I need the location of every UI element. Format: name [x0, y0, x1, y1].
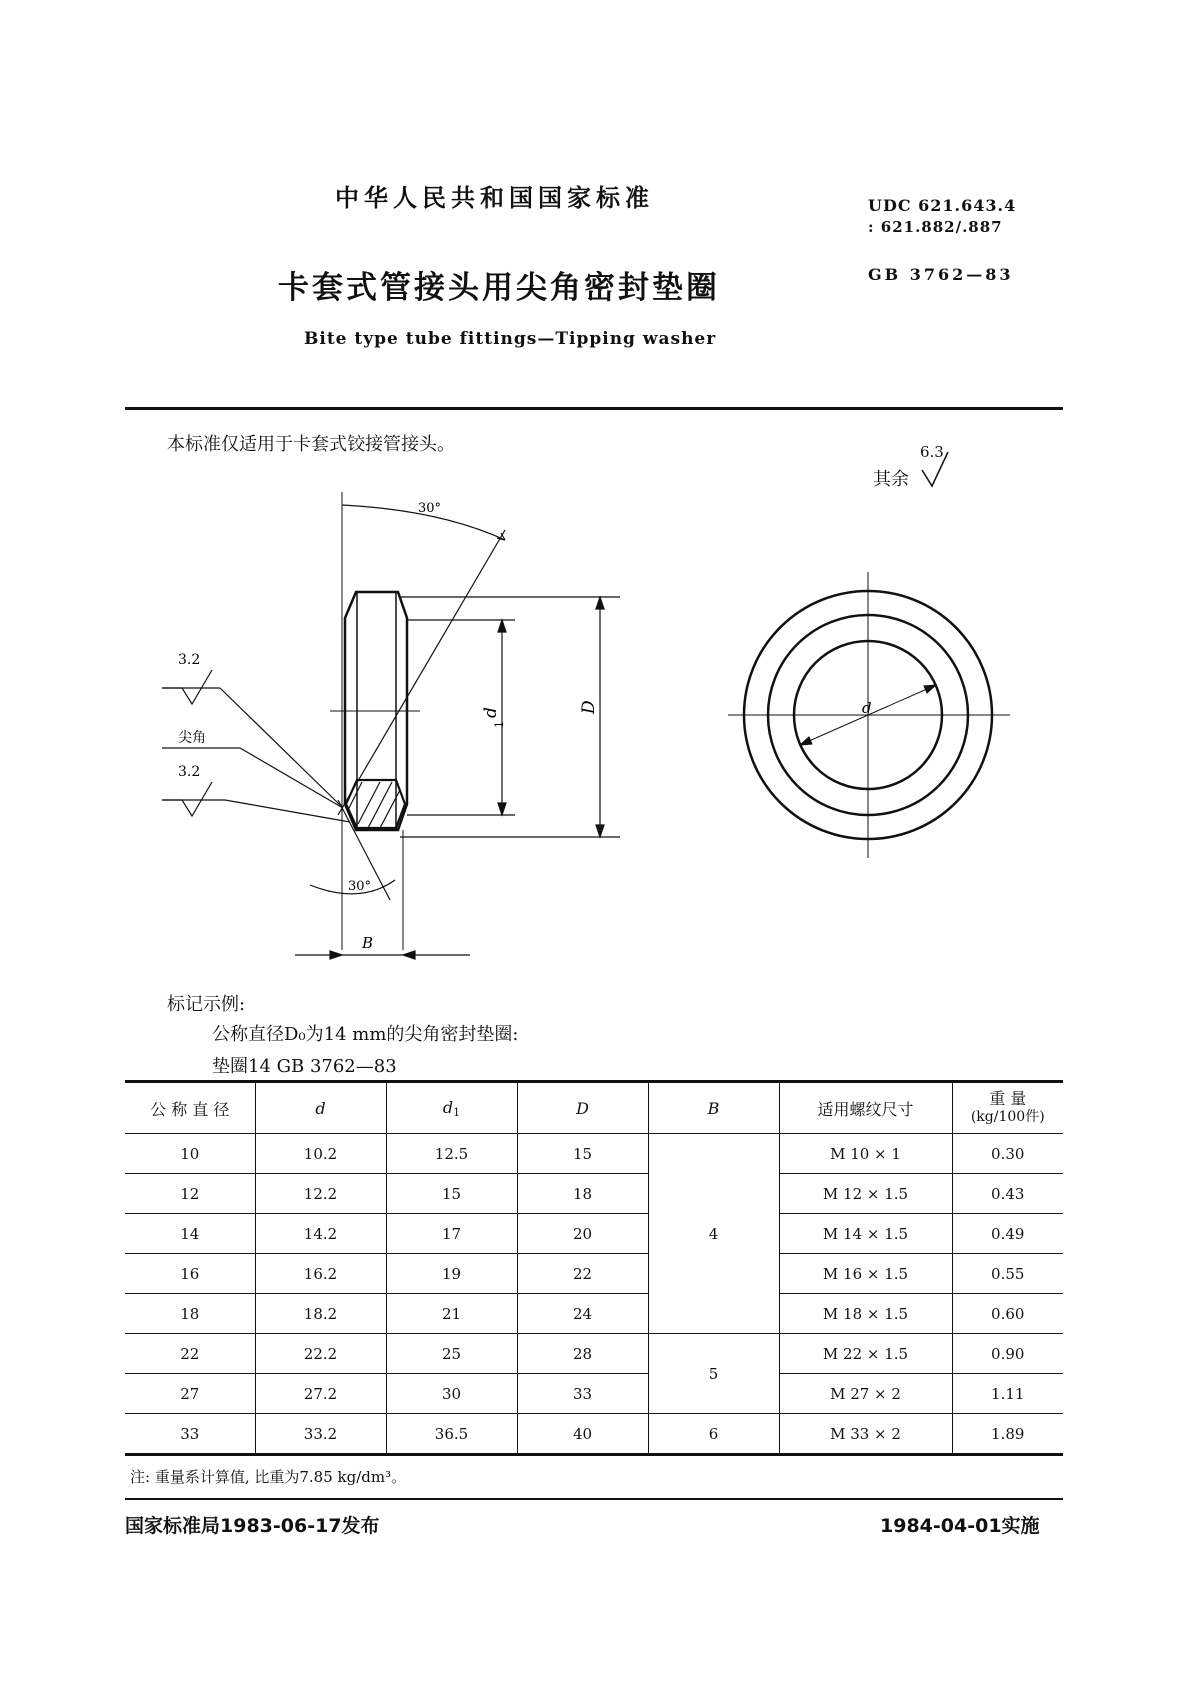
cell-nominal: 14 [125, 1214, 255, 1254]
cell-d1: 17 [386, 1214, 517, 1254]
cell-d1: 15 [386, 1174, 517, 1214]
effective-date: 1984-04-01实施 [880, 1515, 1040, 1537]
cell-d1: 25 [386, 1334, 517, 1374]
sharp-edge-label: 尖角 [178, 730, 206, 746]
table-row [125, 1294, 1063, 1334]
cell-D: 40 [517, 1414, 648, 1455]
cell-d1: 21 [386, 1294, 517, 1334]
cell-d: 27.2 [255, 1374, 386, 1414]
table-row [125, 1334, 1063, 1374]
cell-D: 18 [517, 1174, 648, 1214]
cell-thread: M 10 × 1 [779, 1134, 952, 1174]
document-title-en: Bite type tube fittings—Tipping washer [304, 329, 717, 349]
cell-D: 24 [517, 1294, 648, 1334]
national-standard-heading: 中华人民共和国国家标准 [335, 184, 654, 212]
header-D: D [517, 1082, 648, 1134]
cell-thread: M 27 × 2 [779, 1374, 952, 1414]
header-weight [952, 1082, 1063, 1134]
dim-d-label: d [862, 699, 872, 717]
marking-example-description: 公称直径D₀为14 mm的尖角密封垫圈: [212, 1024, 519, 1045]
cell-d: 14.2 [255, 1214, 386, 1254]
cell-D: 20 [517, 1214, 648, 1254]
dim-d1-label: d [481, 707, 501, 718]
cell-nominal: 10 [125, 1134, 255, 1174]
cell-weight: 1.11 [952, 1374, 1063, 1414]
table-row [125, 1134, 1063, 1174]
header-thread: 适用螺纹尺寸 [779, 1082, 952, 1134]
document-title-cn: 卡套式管接头用尖角密封垫圈 [278, 270, 720, 306]
table-row [125, 1414, 1063, 1455]
cell-weight: 1.89 [952, 1414, 1063, 1455]
cell-D: 33 [517, 1374, 648, 1414]
marking-example-designation: 垫圈14 GB 3762—83 [212, 1056, 397, 1077]
cell-B: 4 [648, 1134, 779, 1334]
cell-B: 5 [648, 1334, 779, 1414]
roughness-callouts [162, 670, 350, 822]
dim-B-label: B [362, 934, 374, 952]
table-row [125, 1374, 1063, 1414]
footer-divider [125, 1498, 1063, 1500]
cell-d: 16.2 [255, 1254, 386, 1294]
udc-code-line1: UDC 621.643.4 [868, 196, 1017, 215]
cell-d1: 36.5 [386, 1414, 517, 1455]
header-d1-subscript: 1 [453, 1105, 461, 1119]
cell-weight: 0.55 [952, 1254, 1063, 1294]
cell-thread: M 14 × 1.5 [779, 1214, 952, 1254]
cell-thread: M 18 × 1.5 [779, 1294, 952, 1334]
cell-D: 28 [517, 1334, 648, 1374]
header-nominal: 公 称 直 径 [125, 1082, 255, 1134]
cell-nominal: 16 [125, 1254, 255, 1294]
dim-D-label: D [579, 700, 599, 714]
header-weight-title: 重 量 [989, 1089, 1027, 1108]
cell-weight: 0.60 [952, 1294, 1063, 1334]
cell-D: 15 [517, 1134, 648, 1174]
header-weight-unit: (kg/100件) [970, 1109, 1045, 1125]
cell-d: 18.2 [255, 1294, 386, 1334]
cell-D: 22 [517, 1254, 648, 1294]
udc-code-line2: : 621.882/.887 [868, 218, 1003, 236]
cell-weight: 0.30 [952, 1134, 1063, 1174]
cell-nominal: 33 [125, 1414, 255, 1455]
header-B: B [648, 1082, 779, 1134]
cell-d: 10.2 [255, 1134, 386, 1174]
angle-bottom-label: 30° [348, 879, 372, 894]
cell-nominal: 12 [125, 1174, 255, 1214]
scope-statement: 本标准仅适用于卡套式铰接管接头。 [167, 434, 455, 455]
cell-nominal: 18 [125, 1294, 255, 1334]
issued-date: 国家标准局1983-06-17发布 [125, 1515, 380, 1537]
roughness-bottom-value: 3.2 [178, 764, 201, 780]
marking-example-title: 标记示例: [167, 994, 246, 1015]
cell-weight: 0.43 [952, 1174, 1063, 1214]
table-row [125, 1254, 1063, 1294]
dim-d1-subscript: 1 [493, 721, 506, 728]
cell-nominal: 22 [125, 1334, 255, 1374]
cell-d1: 19 [386, 1254, 517, 1294]
standard-code: GB 3762—83 [868, 265, 1014, 284]
cell-thread: M 33 × 2 [779, 1414, 952, 1455]
rest-roughness-label: 其余 [873, 469, 909, 490]
cell-weight: 0.90 [952, 1334, 1063, 1374]
dim-B-lines [295, 951, 470, 959]
table-header-row [125, 1082, 1063, 1134]
cell-d1: 12.5 [386, 1134, 517, 1174]
cell-thread: M 12 × 1.5 [779, 1174, 952, 1214]
header-d1-main: d [442, 1097, 454, 1117]
roughness-top-value: 3.2 [178, 652, 201, 668]
table-note: 注: 重量系计算值, 比重为7.85 kg/dm³。 [130, 1468, 407, 1486]
cell-d: 22.2 [255, 1334, 386, 1374]
table-row [125, 1174, 1063, 1214]
cell-thread: M 16 × 1.5 [779, 1254, 952, 1294]
dimensions-table [125, 1080, 1063, 1456]
cell-weight: 0.49 [952, 1214, 1063, 1254]
cell-d1: 30 [386, 1374, 517, 1414]
rest-roughness-value: 6.3 [920, 443, 944, 461]
cell-B: 6 [648, 1414, 779, 1455]
angle-top-label: 30° [418, 501, 442, 516]
cell-nominal: 27 [125, 1374, 255, 1414]
rest-roughness-symbol [922, 452, 948, 486]
dim-D-lines [400, 597, 620, 837]
cell-d: 33.2 [255, 1414, 386, 1455]
cell-thread: M 22 × 1.5 [779, 1334, 952, 1374]
header-d1 [386, 1082, 517, 1134]
header-d: d [255, 1082, 386, 1134]
cell-d: 12.2 [255, 1174, 386, 1214]
table-row [125, 1214, 1063, 1254]
